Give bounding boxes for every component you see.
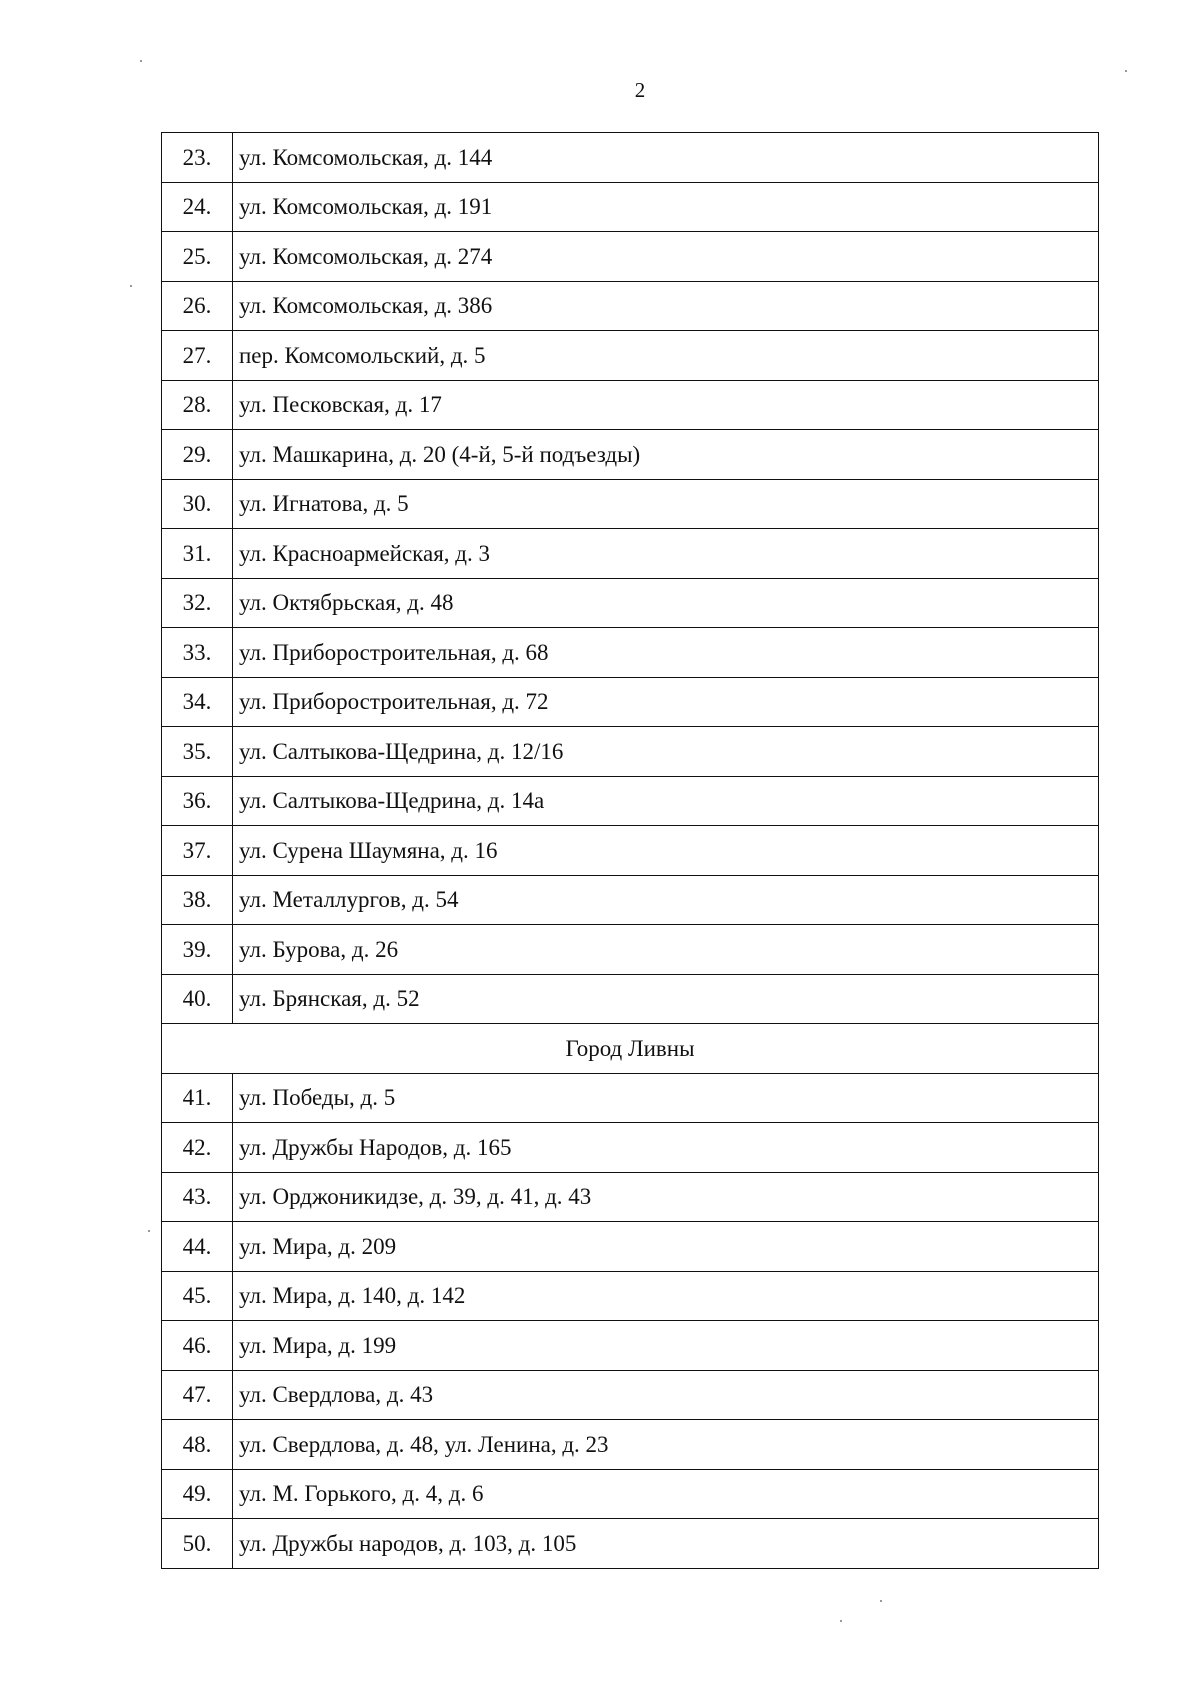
- address-cell: ул. Сурена Шаумяна, д. 16: [233, 826, 1099, 876]
- table-row: [162, 875, 1099, 925]
- row-number: 37.: [162, 826, 233, 876]
- address-cell: ул. Мира, д. 140, д. 142: [233, 1271, 1099, 1321]
- table-row: [162, 529, 1099, 579]
- row-number: 49.: [162, 1469, 233, 1519]
- table-row: [162, 628, 1099, 678]
- page-number: 2: [634, 78, 646, 102]
- row-number: 38.: [162, 875, 233, 925]
- address-cell: ул. Победы, д. 5: [233, 1073, 1099, 1123]
- address-cell: ул. Комсомольская, д. 191: [233, 182, 1099, 232]
- table-row: [162, 1123, 1099, 1173]
- row-number: 46.: [162, 1321, 233, 1371]
- scan-speck: [140, 60, 142, 62]
- table-row: [162, 1420, 1099, 1470]
- address-cell: ул. Игнатова, д. 5: [233, 479, 1099, 529]
- address-table-body: [162, 133, 1099, 1569]
- table-row: [162, 331, 1099, 381]
- address-cell: ул. Красноармейская, д. 3: [233, 529, 1099, 579]
- address-cell: ул. Мира, д. 199: [233, 1321, 1099, 1371]
- row-number: 26.: [162, 281, 233, 331]
- table-row: [162, 1321, 1099, 1371]
- address-cell: ул. Мира, д. 209: [233, 1222, 1099, 1272]
- address-cell: ул. Машкарина, д. 20 (4-й, 5-й подъезды): [233, 430, 1099, 480]
- row-number: 39.: [162, 925, 233, 975]
- row-number: 48.: [162, 1420, 233, 1470]
- address-cell: ул. Комсомольская, д. 274: [233, 232, 1099, 282]
- row-number: 36.: [162, 776, 233, 826]
- address-cell: ул. Песковская, д. 17: [233, 380, 1099, 430]
- table-row: [162, 1469, 1099, 1519]
- address-cell: ул. Дружбы народов, д. 103, д. 105: [233, 1519, 1099, 1569]
- table-row: [162, 727, 1099, 777]
- address-cell: ул. Орджоникидзе, д. 39, д. 41, д. 43: [233, 1172, 1099, 1222]
- address-cell: ул. Свердлова, д. 48, ул. Ленина, д. 23: [233, 1420, 1099, 1470]
- section-row: [162, 1024, 1099, 1074]
- address-cell: пер. Комсомольский, д. 5: [233, 331, 1099, 381]
- address-cell: ул. Бурова, д. 26: [233, 925, 1099, 975]
- address-cell: ул. Комсомольская, д. 386: [233, 281, 1099, 331]
- row-number: 45.: [162, 1271, 233, 1321]
- row-number: 30.: [162, 479, 233, 529]
- address-cell: ул. Комсомольская, д. 144: [233, 133, 1099, 183]
- address-cell: ул. Дружбы Народов, д. 165: [233, 1123, 1099, 1173]
- scan-speck: [840, 1620, 842, 1622]
- address-cell: ул. Салтыкова-Щедрина, д. 14а: [233, 776, 1099, 826]
- table-row: [162, 430, 1099, 480]
- address-cell: ул. Брянская, д. 52: [233, 974, 1099, 1024]
- row-number: 35.: [162, 727, 233, 777]
- row-number: 33.: [162, 628, 233, 678]
- table-row: [162, 1519, 1099, 1569]
- table-row: [162, 776, 1099, 826]
- row-number: 23.: [162, 133, 233, 183]
- row-number: 27.: [162, 331, 233, 381]
- address-cell: ул. Приборостроительная, д. 72: [233, 677, 1099, 727]
- row-number: 42.: [162, 1123, 233, 1173]
- scan-speck: [880, 1600, 882, 1602]
- row-number: 28.: [162, 380, 233, 430]
- row-number: 34.: [162, 677, 233, 727]
- row-number: 24.: [162, 182, 233, 232]
- table-row: [162, 1271, 1099, 1321]
- address-cell: ул. Приборостроительная, д. 68: [233, 628, 1099, 678]
- table-row: [162, 578, 1099, 628]
- row-number: 40.: [162, 974, 233, 1024]
- table-row: [162, 232, 1099, 282]
- row-number: 44.: [162, 1222, 233, 1272]
- table-row: [162, 1172, 1099, 1222]
- table-row: [162, 479, 1099, 529]
- table-row: [162, 826, 1099, 876]
- address-table: [161, 132, 1099, 1569]
- table-row: [162, 1073, 1099, 1123]
- table-row: [162, 281, 1099, 331]
- row-number: 29.: [162, 430, 233, 480]
- table-row: [162, 677, 1099, 727]
- table-row: [162, 182, 1099, 232]
- address-cell: ул. Металлургов, д. 54: [233, 875, 1099, 925]
- address-cell: ул. Свердлова, д. 43: [233, 1370, 1099, 1420]
- scan-speck: [1125, 70, 1127, 72]
- address-cell: ул. Салтыкова-Щедрина, д. 12/16: [233, 727, 1099, 777]
- address-cell: ул. М. Горького, д. 4, д. 6: [233, 1469, 1099, 1519]
- row-number: 25.: [162, 232, 233, 282]
- row-number: 32.: [162, 578, 233, 628]
- table-row: [162, 1222, 1099, 1272]
- row-number: 47.: [162, 1370, 233, 1420]
- row-number: 50.: [162, 1519, 233, 1569]
- address-cell: ул. Октябрьская, д. 48: [233, 578, 1099, 628]
- row-number: 31.: [162, 529, 233, 579]
- table-row: [162, 133, 1099, 183]
- scan-speck: [130, 285, 132, 287]
- scan-speck: [148, 1230, 150, 1232]
- table-row: [162, 1370, 1099, 1420]
- table-row: [162, 925, 1099, 975]
- row-number: 41.: [162, 1073, 233, 1123]
- row-number: 43.: [162, 1172, 233, 1222]
- section-title: Город Ливны: [162, 1024, 1099, 1074]
- table-row: [162, 380, 1099, 430]
- table-row: [162, 974, 1099, 1024]
